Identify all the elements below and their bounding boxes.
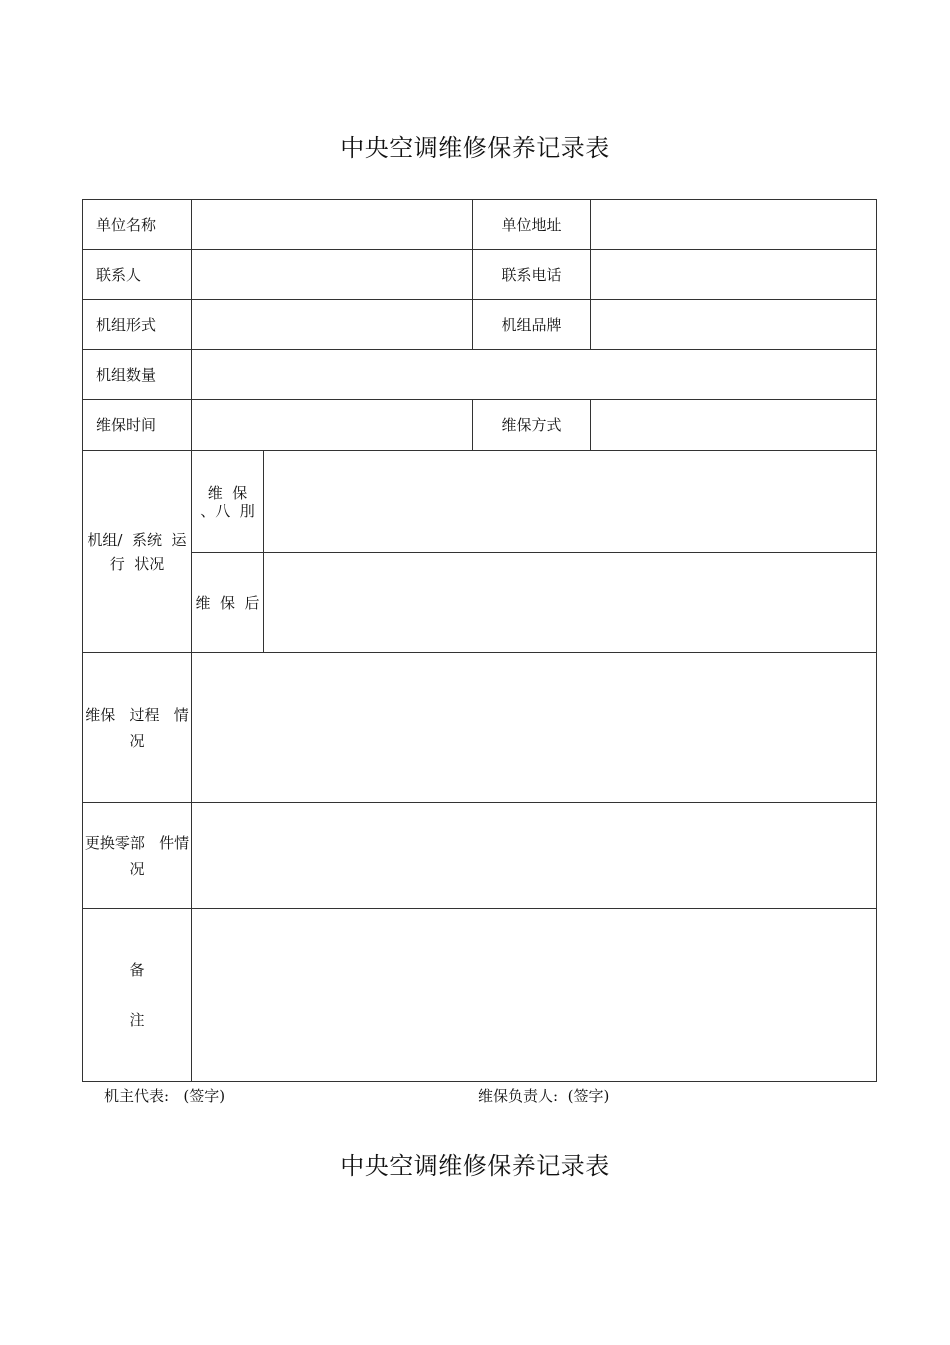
label-before-line1: 维 保 xyxy=(207,483,248,502)
label-parts-line1: 更换零部 件情 xyxy=(84,833,190,852)
table-border-bottom xyxy=(82,1081,877,1082)
after-maintenance-field[interactable] xyxy=(264,553,876,652)
maintenance-method-field[interactable] xyxy=(591,400,876,450)
label-process-line1: 维保 过程 情 xyxy=(85,705,189,724)
maintenance-lead-signature: 维保负责人: (签字) xyxy=(478,1087,610,1105)
label-unit-name: 单位名称 xyxy=(96,215,157,234)
maintenance-time-field[interactable] xyxy=(192,400,472,450)
page-title: 中央空调维修保养记录表 xyxy=(340,134,610,162)
label-contact-phone: 联系电话 xyxy=(501,265,562,284)
label-unit-address: 单位地址 xyxy=(501,215,562,234)
label-process-line2: 况 xyxy=(129,731,145,750)
label-operating-status-line2: 行 状况 xyxy=(109,554,165,573)
owner-representative-signature: 机主代表: (签字) xyxy=(104,1087,226,1105)
label-maintenance-process xyxy=(83,653,191,802)
before-maintenance-field[interactable] xyxy=(264,451,876,552)
label-operating-status-line1: 机组/ 系统 运 xyxy=(87,530,187,549)
label-after-maintenance: 维 保 后 xyxy=(195,593,260,612)
label-unit-type: 机组形式 xyxy=(96,315,157,334)
label-before-line2: 、八 刖 xyxy=(200,501,255,520)
table-border-right xyxy=(876,199,877,1082)
label-remarks xyxy=(83,909,191,1081)
maintenance-process-field[interactable] xyxy=(192,653,876,802)
unit-name-field[interactable] xyxy=(192,200,472,249)
contact-field[interactable] xyxy=(192,250,472,299)
label-remarks-line2: 注 xyxy=(129,1011,145,1029)
unit-address-field[interactable] xyxy=(591,200,876,249)
label-operating-status xyxy=(83,451,191,652)
label-remarks-line1: 备 xyxy=(129,961,145,979)
label-contact: 联系人 xyxy=(96,265,142,284)
unit-brand-field[interactable] xyxy=(591,300,876,349)
label-maintenance-time: 维保时间 xyxy=(96,416,157,434)
label-maintenance-method: 维保方式 xyxy=(501,416,562,434)
label-unit-brand: 机组品牌 xyxy=(501,315,562,334)
label-before-maintenance xyxy=(192,451,263,552)
unit-type-field[interactable] xyxy=(192,300,472,349)
label-parts-replaced xyxy=(83,803,191,908)
parts-replaced-field[interactable] xyxy=(192,803,876,908)
label-parts-line2: 况 xyxy=(129,859,145,878)
label-unit-count: 机组数量 xyxy=(96,365,157,384)
remarks-field[interactable] xyxy=(192,909,876,1081)
page-title-repeat: 中央空调维修保养记录表 xyxy=(340,1152,610,1180)
unit-count-field[interactable] xyxy=(192,350,876,399)
contact-phone-field[interactable] xyxy=(591,250,876,299)
